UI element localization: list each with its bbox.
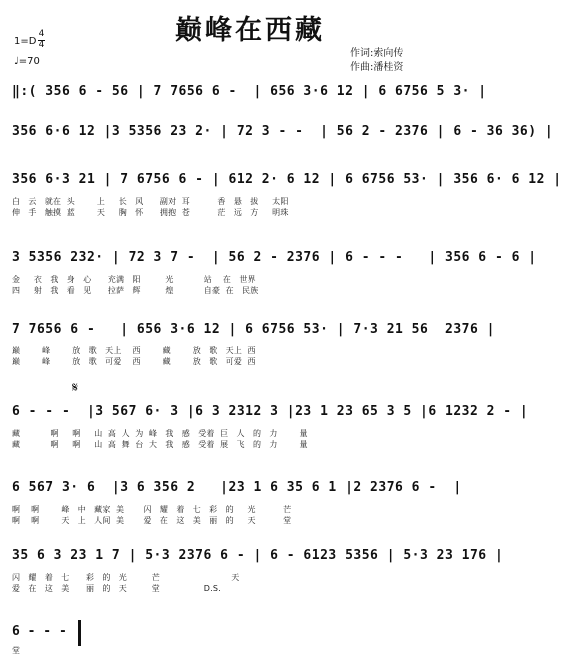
tempo-mark: ♩=70 <box>14 56 40 67</box>
final-measure: 6 - - - <box>12 624 67 639</box>
lyric-row-4-verse-2: 四 射 我 看 见 拉萨 辉 煌 自豪 在 民族 <box>12 286 259 295</box>
staff-row-4: 3 5356 232· | 72 3 7 - | 56 2 - 2376 | 6 - - - | 356 6 - 6 | <box>12 250 537 265</box>
lyricist-credit: 作词:索向传 <box>350 48 404 59</box>
final-barline <box>78 620 81 646</box>
lyric-row-7-verse-2: 啊 啊 天 上 人间 美 爱 在 这 美 丽 的 天 堂 <box>12 516 292 525</box>
staff-row-3: 356 6·3 21 | 7 6756 6 - | 612 2· 6 12 | 6 6756 53· | 356 6· 6 12 | <box>12 172 562 187</box>
staff-row-1: ‖:( 356 6 - 56 | 7 7656 6 - | 656 3·6 12 | 6 6756 5 3· | <box>12 84 487 99</box>
final-lyric: 堂 <box>12 646 21 655</box>
lyric-row-8-verse-1: 闪 耀 着 七 彩 的 光 芒 天 <box>12 573 240 582</box>
song-title: 巅峰在西藏 <box>175 15 325 46</box>
lyric-row-6-verse-1: 藏 啊 啊 山 高 人 为 峰 我 感 受着 巨 人 的 力 量 <box>12 429 308 438</box>
composer-credit: 作曲:潘桂资 <box>350 62 404 73</box>
staff-row-7: 6 567 3· 6 |3 6 356 2 |23 1 6 35 6 1 |2 2376 6 - | <box>12 480 462 495</box>
lyric-row-5-verse-1: 巅 峰 放 歌 天上 西 藏 放 歌 天上 西 <box>12 346 256 355</box>
lyric-row-8-verse-2: 爱 在 这 美 丽 的 天 堂 D.S. <box>12 584 221 593</box>
lyric-row-5-verse-2: 巅 峰 放 歌 可爱 西 藏 放 歌 可爱 西 <box>12 357 256 366</box>
key-signature: 1=D <box>14 36 37 47</box>
staff-row-2: 356 6·6 12 |3 5356 23 2· | 72 3 - - | 56 2 - 2376 | 6 - 36 36) | <box>12 124 554 139</box>
staff-row-6: 6 - - - |3 567 6· 3 |6 3 2312 3 |23 1 23 65 3 5 |6 1232 2 - | <box>12 404 529 419</box>
lyric-row-4-verse-1: 金 衣 我 身 心 充满 阳 光 站 在 世界 <box>12 275 256 284</box>
segno-sign: 𝄋 <box>72 380 79 396</box>
lyric-row-3-verse-2: 伸 手 触摸 蓝 天 胸 怀 拥抱 苍 茫 远 方 明珠 <box>12 208 289 217</box>
staff-row-5: 7 7656 6 - | 656 3·6 12 | 6 6756 53· | 7·3 21 56 2376 | <box>12 322 495 337</box>
time-signature: 4 4 <box>38 29 45 50</box>
lyric-row-3-verse-1: 白 云 就在 头 上 长 风 副对 耳 香 悬 拔 太阳 <box>12 197 289 206</box>
staff-row-8: 35 6 3 23 1 7 | 5·3 2376 6 - | 6 - 6123 5356 | 5·3 23 176 | <box>12 548 504 563</box>
lyric-row-7-verse-1: 啊 啊 峰 中 藏家 美 闪 耀 着 七 彩 的 光 芒 <box>12 505 292 514</box>
lyric-row-6-verse-2: 藏 啊 啊 山 高 舞 台 大 我 感 受着 展 飞 的 力 量 <box>12 440 308 449</box>
